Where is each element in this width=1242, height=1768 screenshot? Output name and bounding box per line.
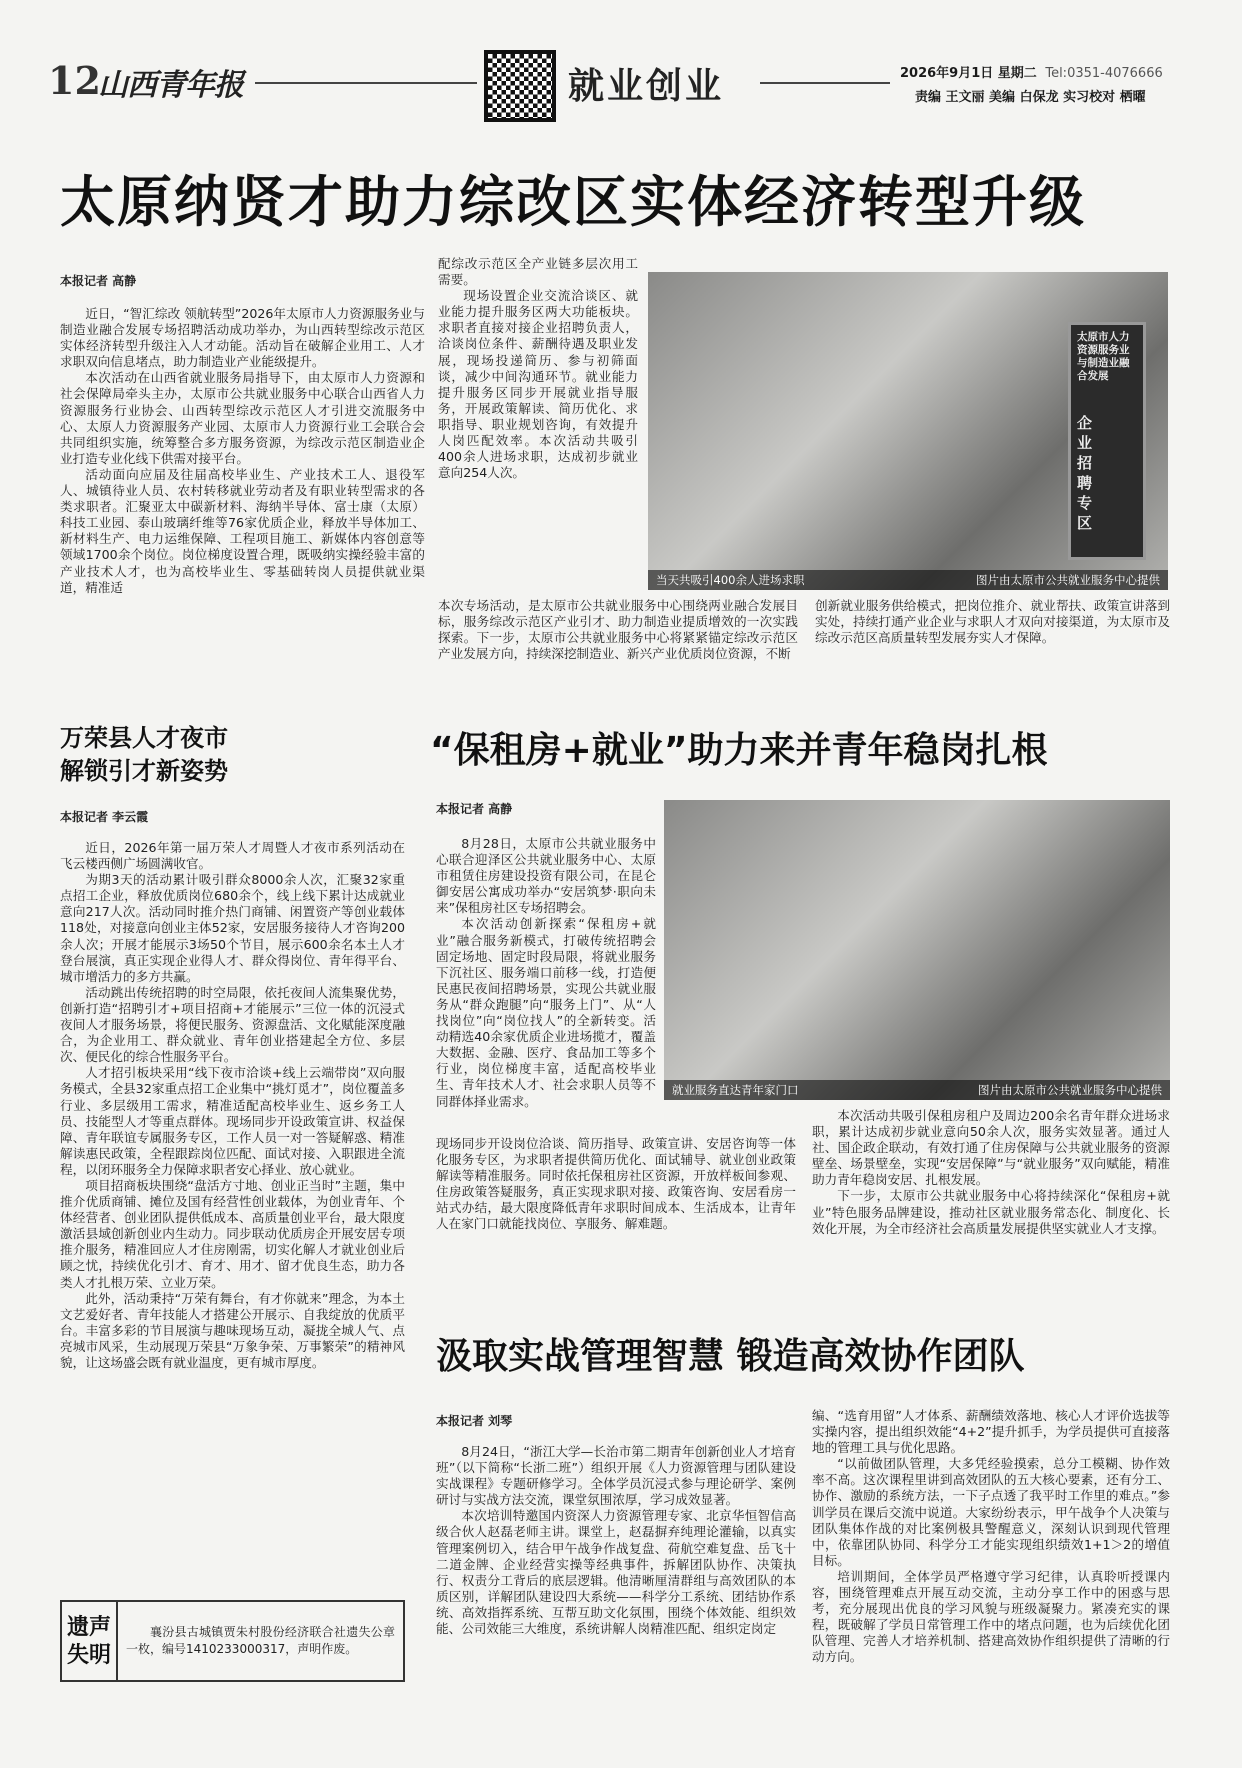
issue-date: 2026年9月1日 星期二 Tel:0351-4076666 (900, 66, 1163, 81)
byline: 本报记者 刘琴 (436, 1414, 513, 1428)
headline-main: 太原纳贤才助力综改区实体经济转型升级 (60, 170, 1087, 234)
photo-caption: 当天共吸引400余人进场求职 图片由太原市公共就业服务中心提供 (648, 570, 1168, 590)
article-body: 配综改示范区全产业链多层次用工需要。 现场设置企业交流洽谈区、就业能力提升服务区两大功能板块。求职者直接对接企业招聘负责人，洽谈岗位条件、薪酬待遇及职业发展，现场投递简历、参与初筛面谈，减少中间沟通环节。就业能力提升服务区同步开展就业指导服务，开展政策解读、简历优化、求职指导、职业规划咨询，有效提升人岗匹配效率。本次活动共吸引400余人进场求职，达成初步就业意向254人次。 (438, 256, 638, 481)
photo-caption: 就业服务直达青年家门口 图片由太原市公共就业服务中心提供 (664, 1080, 1170, 1100)
community-fair-photo (664, 800, 1170, 1100)
article-body: 本次专场活动，是太原市公共就业服务中心围绕两业融合发展目标，服务综改示范区产业引才、助力制造业提质增效的一次实践探索。下一步，太原市公共就业服务中心将紧紧锚定综改示范区产业发展方向，持续深挖制造业、新兴产业优质岗位资源，不断 (438, 598, 798, 662)
notice-label: 遗声 失明 (62, 1602, 118, 1680)
article-body: 8月28日，太原市公共就业服务中心联合迎泽区公共就业服务中心、太原市租赁住房建设投资有限公司，在昆仑御安居公寓成功举办“安居筑梦·职向未来”保租房社区专场招聘会。 本次活动创新探索“保租房+就业”融合服务新模式，打破传统招聘会固定场地、固定时段局限，将就业服务下沉社区、服务端口前移一线，打造便民惠民夜间招聘场景，实现公共就业服务从“群众跑腿”向“服务上门”、从“人找岗位”向“岗位找人”的全新转变。活动精选40余家优质企业进场揽才，覆盖大数据、金融、医疗、食品加工等多个行业，岗位梯度丰富，适配高校毕业生、青年技术人才、社会求职人员等不同群体择业需求。 (436, 836, 656, 1109)
article-body: 编、“选育用留”人才体系、薪酬绩效落地、核心人才评价选拔等实操内容，提出组织效能“4+2”提升抓手，为学员提供可直接落地的管理工具与优化思路。 “以前做团队管理，大多凭经验摸索，总分工模糊、协作效率不高。这次课程里讲到高效团队的五大核心要素，还有分工、协作、激励的系统方法，一下子点透了我平时工作里的难点。”参训学员在课后交流中说道。大家纷纷表示，甲午战争个人决策与团队集体作战的对比案例极具警醒意义，深刻认识到现代管理中，依靠团队协同、科学分工才能实现组织绩效1+1＞2的增值目标。 培训期间，全体学员严格遵守学习纪律，认真聆听授课内容，围绕管理难点开展互动交流，主动分享工作中的困惑与思考，充分展现出优良的学习风貌与班级凝聚力。紧凑充实的课程，既破解了学员日常管理工作中的堵点问题，也为后续优化团队管理、完善人才培养机制、搭建高效协作组织提供了清晰的行动方向。 (812, 1408, 1170, 1665)
qr-code-icon[interactable] (484, 50, 556, 122)
article-body: 现场同步开设岗位洽谈、简历指导、政策宣讲、安居咨询等一体化服务专区，为求职者提供简历优化、面试辅导、就业创业政策解读等精准服务。同时依托保租房社区资源，开放样板间参观、住房政策答疑服务，真正实现求职对接、政策咨询、安居看房一站式办结，最大限度降低青年求职时间成本、生活成本，让青年人在家门口就能找岗位、享服务、解难题。 (436, 1136, 796, 1232)
byline: 本报记者 高静 (436, 802, 513, 816)
article-body: 近日，2026年第一届万荣人才周暨人才夜市系列活动在飞云楼西侧广场圆满收官。 为期3天的活动累计吸引群众8000余人次，汇聚32家重点招工企业，释放优质岗位680余个，线上线下累计达成就业意向217人次。活动同时推介热门商铺、闲置资产等创业载体118处，对接意向创业主体52家，安居服务接待人才咨询200余人次；开展才能展示3场50个节目，展示600余名本土人才登台展演，真正实现企业得人才、群众得岗位、青年得平台、城市增活力的多方共赢。 活动跳出传统招聘的时空局限，依托夜间人流集聚优势，创新打造“招聘引才+项目招商+才能展示”三位一体的沉浸式夜间人才服务场景，将便民服务、资源盘活、文化赋能深度融合，为企业用工、群众就业、青年创业搭建起全方位、多层次、便民化的综合性服务平台。 人才招引板块采用“线下夜市洽谈+线上云端带岗”双向服务模式，全县32家重点招工企业集中“挑灯觅才”，岗位覆盖多行业、多层级用工需求，精准适配高校毕业生、返乡务工人员、技能型人才等重点群体。现场同步开设政策宣讲、权益保障、青年联谊专属服务专区，工作人员一对一答疑解惑、精准解读惠民政策，全程跟踪岗位匹配、面试对接、入职跟进全流程，以闭环服务全力保障求职者安心择业、放心就业。 项目招商板块围绕“盘活方寸地、创业正当时”主题，集中推介优质商铺、摊位及国有经营性创业载体，为创业青年、个体经营者、创业团队提供低成本、高质量创业平台，最大限度激活县域创新创业内生动力。同步联动优质房企开展安居专项推介服务，精准回应人才住房刚需，切实化解人才就业创业后顾之忧，持续优化引才、育才、用才、留才优良生态，助力各类人才扎根万荣、立业万荣。 此外，活动秉持“万荣有舞台，有才你就来”理念，为本土文艺爱好者、青年技能人才搭建公开展示、自我绽放的优质平台。丰富多彩的节目展演与趣味现场互动，凝拢全城人气、点亮城市风采，生动展现万荣县“万象争荣、万事繁荣”的精神风貌，让这场盛会既有就业温度，更有城市厚度。 (60, 840, 405, 1370)
masthead (0, 0, 1242, 120)
notice-text: 襄汾县古城镇贾朱村股份经济联合社遗失公章一枚，编号1410233000317，声明作废。 (126, 1625, 395, 1656)
lost-notice (60, 1600, 405, 1682)
article-body: 创新就业服务供给模式，把岗位推介、就业帮扶、政策宣讲落到实处，持续打通产业企业与求职人才双向对接渠道，为太原市及综改示范区高质量转型发展夯实人才保障。 (815, 598, 1170, 646)
editors-line: 责编 王文丽 美编 白保龙 实习校对 栖曜 (915, 90, 1146, 105)
article-body: 8月24日，“浙江大学—长治市第二期青年创新创业人才培育班”（以下简称“长浙二班”）组织开展《人力资源管理与团队建设实战课程》专题研修学习。全体学员沉浸式参与理论研学、案例研讨与实战方法交流，课堂氛围浓厚，学习成效显著。 本次培训特邀国内资深人力资源管理专家、北京华恒智信高级合伙人赵磊老师主讲。课堂上，赵磊摒弃纯理论灌输，以真实管理案例切入，结合甲午战争作战复盘、荷航空难复盘、岳飞十二道金牌、企业经营实操等经典事件，拆解团队协作、决策执行、权责分工背后的底层逻辑。他清晰厘清群组与高效团队的本质区别，详解团队建设四大系统——科学分工系统、团结协作系统、高效指挥系统、互帮互助文化氛围，围绕个体效能、组织效能、公司效能三大维度，系统讲解人岗精准匹配、组织定岗定 (436, 1444, 796, 1637)
byline: 本报记者 李云霞 (60, 810, 149, 824)
job-fair-photo (648, 272, 1168, 590)
recruit-sign: 太原市人力资源服务业与制造业融合发展 企业招聘专区 (1068, 322, 1146, 560)
paper-logo: 山西青年报 (98, 68, 243, 103)
headline: 万荣县人才夜市 解锁引才新姿势 (60, 724, 228, 785)
article-body: 本次活动共吸引保租房租户及周边200余名青年群众进场求职，累计达成初步就业意向50余人次，服务实效显著。通过人社、国企政企联动，有效打通了住房保障与公共就业服务的资源壁垒、场景壁垒，实现“安居保障”与“就业服务”双向赋能，精准助力青年稳岗安居、扎根发展。 下一步，太原市公共就业服务中心将持续深化“保租房+就业”特色服务品牌建设，推动社区就业服务常态化、制度化、长效化开展，为全市经济社会高质量发展提供坚实就业人才支撑。 (812, 1108, 1170, 1236)
section-title: 就业创业 (568, 66, 725, 107)
article-body: 近日，“智汇综改 领航转型”2026年太原市人力资源服务业与制造业融合发展专场招聘活动成功举办，为山西转型综改示范区实体经济转型升级注入人才动能。活动旨在破解企业用工、人才求职双向信息堵点，助力制造业产业能级提升。 本次活动在山西省就业服务局指导下，由太原市人力资源和社会保障局牵头主办，太原市公共就业服务中心联合山西省人力资源服务行业协会、山西转型综改示范区人才引进交流服务中心、太原人力资源服务产业园、太原市人力资源行业工会联合会共同组织实施，统筹整合多方服务资源，为综改示范区制造业企业打造专业化线下供需对接平台。 活动面向应届及往届高校毕业生、产业技术工人、退役军人、城镇待业人员、农村转移就业劳动者及有职业转型需求的各类求职者。汇聚亚太中碳新材料、海纳半导体、富士康（太原）科技工业园、泰山玻璃纤维等76家优质企业，释放半导体加工、新材料生产、电力运维保障、工程项目施工、新媒体内容创意等领域1700余个岗位。岗位梯度设置合理，既吸纳实操经验丰富的产业技术人才，也为高校毕业生、零基础转岗人员提供就业渠道，精准适 (60, 306, 425, 595)
headline: 汲取实战管理智慧 锻造高效协作团队 (436, 1336, 1025, 1377)
page-number: 12 (48, 58, 101, 103)
headline: “保租房+就业”助力来并青年稳岗扎根 (430, 730, 1048, 771)
byline: 本报记者 高静 (60, 274, 137, 288)
